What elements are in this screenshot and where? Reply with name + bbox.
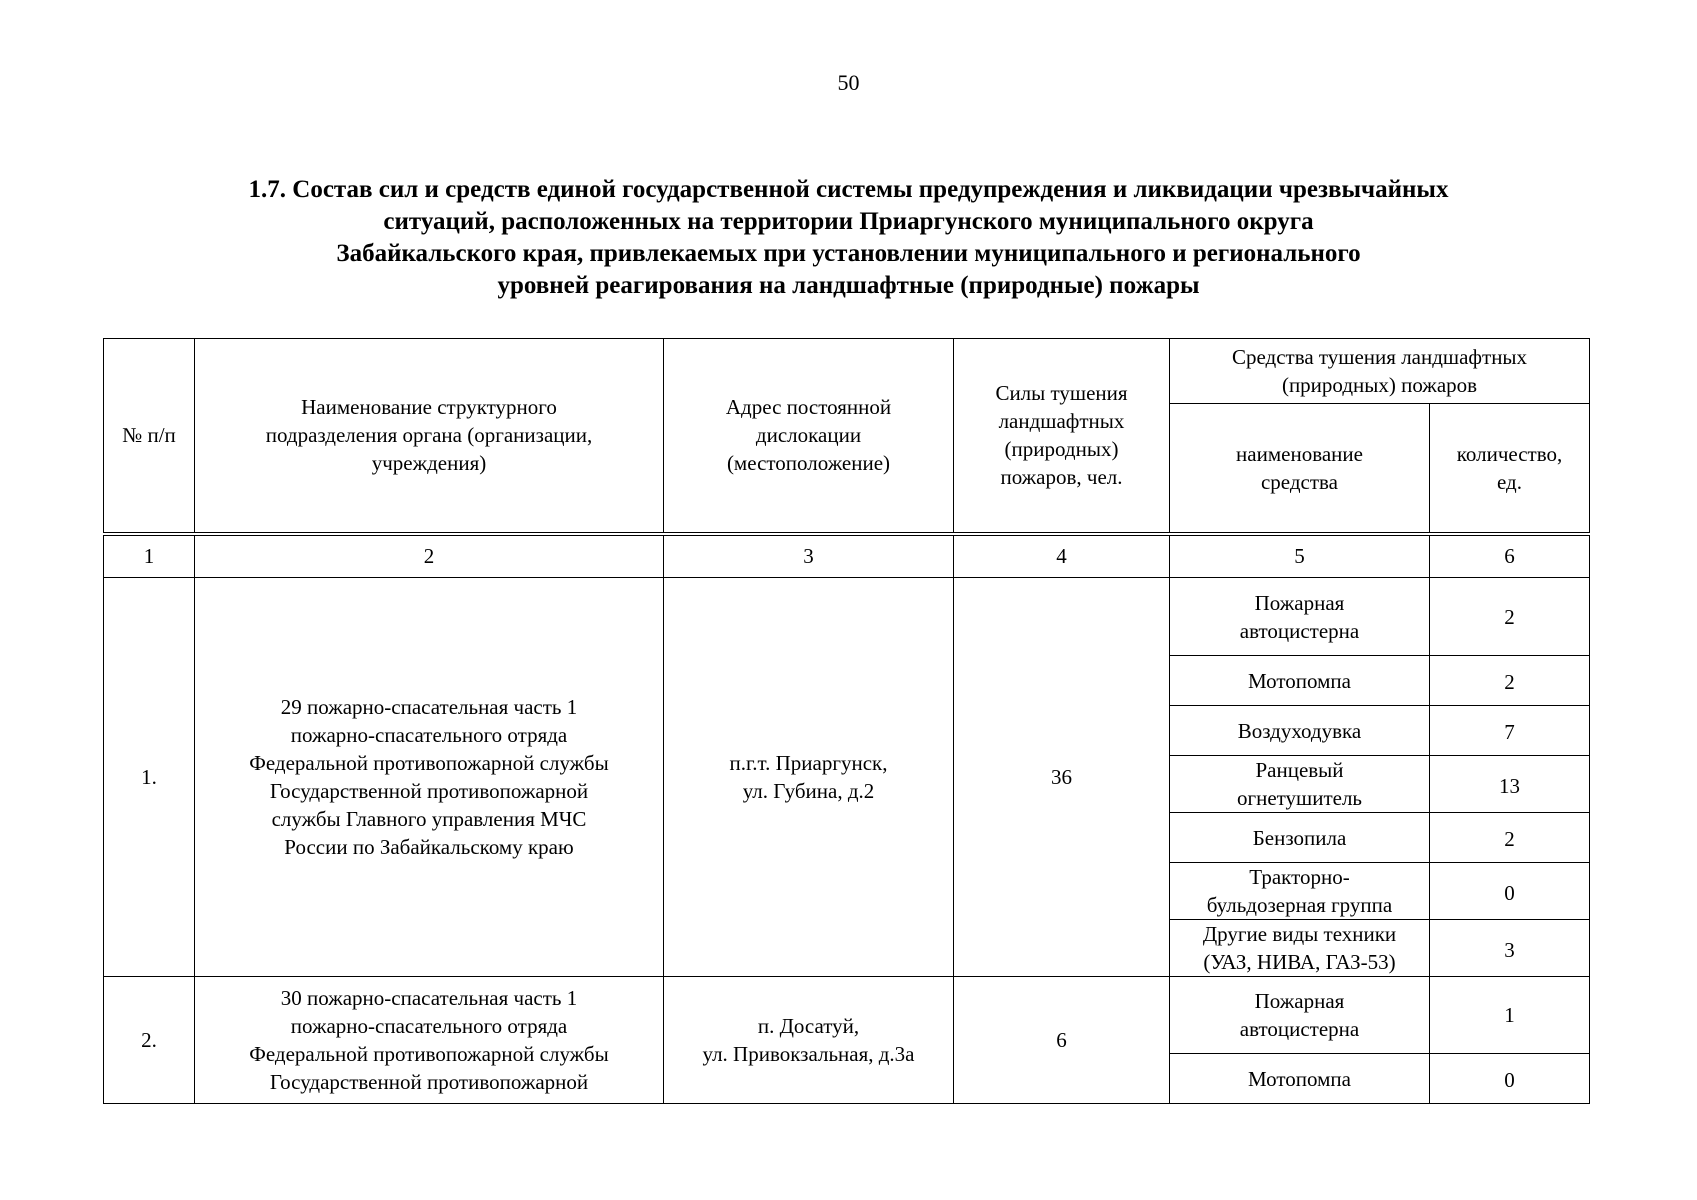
- column-numbers-row: [104, 534, 1590, 578]
- column-number: 6: [1430, 534, 1590, 578]
- means-name: Мотопомпа: [1170, 1054, 1430, 1104]
- row-address: п.г.т. Приаргунск, ул. Губина, д.2: [664, 578, 954, 977]
- means-qty: 2: [1430, 656, 1590, 706]
- means-name: Пожарная автоцистерна: [1170, 977, 1430, 1054]
- row-unit-name: 29 пожарно-спасательная часть 1 пожарно-спасательного отряда Федеральной противопожарной службы Государственной противопожарной службы Главного управления МЧС России по Забайкальскому краю: [195, 578, 664, 977]
- header-name: Наименование структурного подразделения органа (организации, учреждения): [195, 339, 664, 534]
- table-row: [104, 578, 1590, 656]
- means-name: Воздуходувка: [1170, 706, 1430, 756]
- means-qty: 7: [1430, 706, 1590, 756]
- means-name: Мотопомпа: [1170, 656, 1430, 706]
- title-line: уровней реагирования на ландшафтные (природные) пожары: [497, 272, 1200, 299]
- means-qty: 13: [1430, 756, 1590, 813]
- means-qty: 2: [1430, 578, 1590, 656]
- column-number: 1: [104, 534, 195, 578]
- means-name: Бензопила: [1170, 813, 1430, 863]
- column-number: 5: [1170, 534, 1430, 578]
- document-title: [100, 174, 1597, 302]
- table-row: [104, 977, 1590, 1054]
- column-number: 3: [664, 534, 954, 578]
- means-qty: 0: [1430, 863, 1590, 920]
- row-address: п. Досатуй, ул. Привокзальная, д.3а: [664, 977, 954, 1104]
- row-forces: 36: [954, 578, 1170, 977]
- means-name: Пожарная автоцистерна: [1170, 578, 1430, 656]
- header-address: Адрес постоянной дислокации (местоположение): [664, 339, 954, 534]
- row-unit-name: 30 пожарно-спасательная часть 1 пожарно-спасательного отряда Федеральной противопожарной службы Государственной противопожарной: [195, 977, 664, 1104]
- means-qty: 0: [1430, 1054, 1590, 1104]
- header-row: [104, 339, 1590, 404]
- page-number: 50: [837, 70, 860, 95]
- row-num: 2.: [104, 977, 195, 1104]
- row-num: 1.: [104, 578, 195, 977]
- means-name: Другие виды техники (УАЗ, НИВА, ГАЗ-53): [1170, 920, 1430, 977]
- header-num: № п/п: [104, 339, 195, 534]
- header-means-name: наименование средства: [1170, 404, 1430, 534]
- means-qty: 2: [1430, 813, 1590, 863]
- title-line: ситуаций, расположенных на территории Приаргунского муниципального округа: [383, 208, 1314, 235]
- forces-table: [103, 338, 1590, 1104]
- means-qty: 3: [1430, 920, 1590, 977]
- column-number: 2: [195, 534, 664, 578]
- header-forces: Силы тушения ландшафтных (природных) пожаров, чел.: [954, 339, 1170, 534]
- title-line: Забайкальского края, привлекаемых при установлении муниципального и регионального: [336, 240, 1361, 267]
- means-name: Тракторно- бульдозерная группа: [1170, 863, 1430, 920]
- means-name: Ранцевый огнетушитель: [1170, 756, 1430, 813]
- title-line: 1.7. Состав сил и средств единой государственной системы предупреждения и ликвидации чрезвычайных: [248, 176, 1449, 203]
- column-number: 4: [954, 534, 1170, 578]
- row-forces: 6: [954, 977, 1170, 1104]
- header-means: Средства тушения ландшафтных (природных) пожаров: [1170, 339, 1590, 404]
- means-qty: 1: [1430, 977, 1590, 1054]
- header-means-qty: количество, ед.: [1430, 404, 1590, 534]
